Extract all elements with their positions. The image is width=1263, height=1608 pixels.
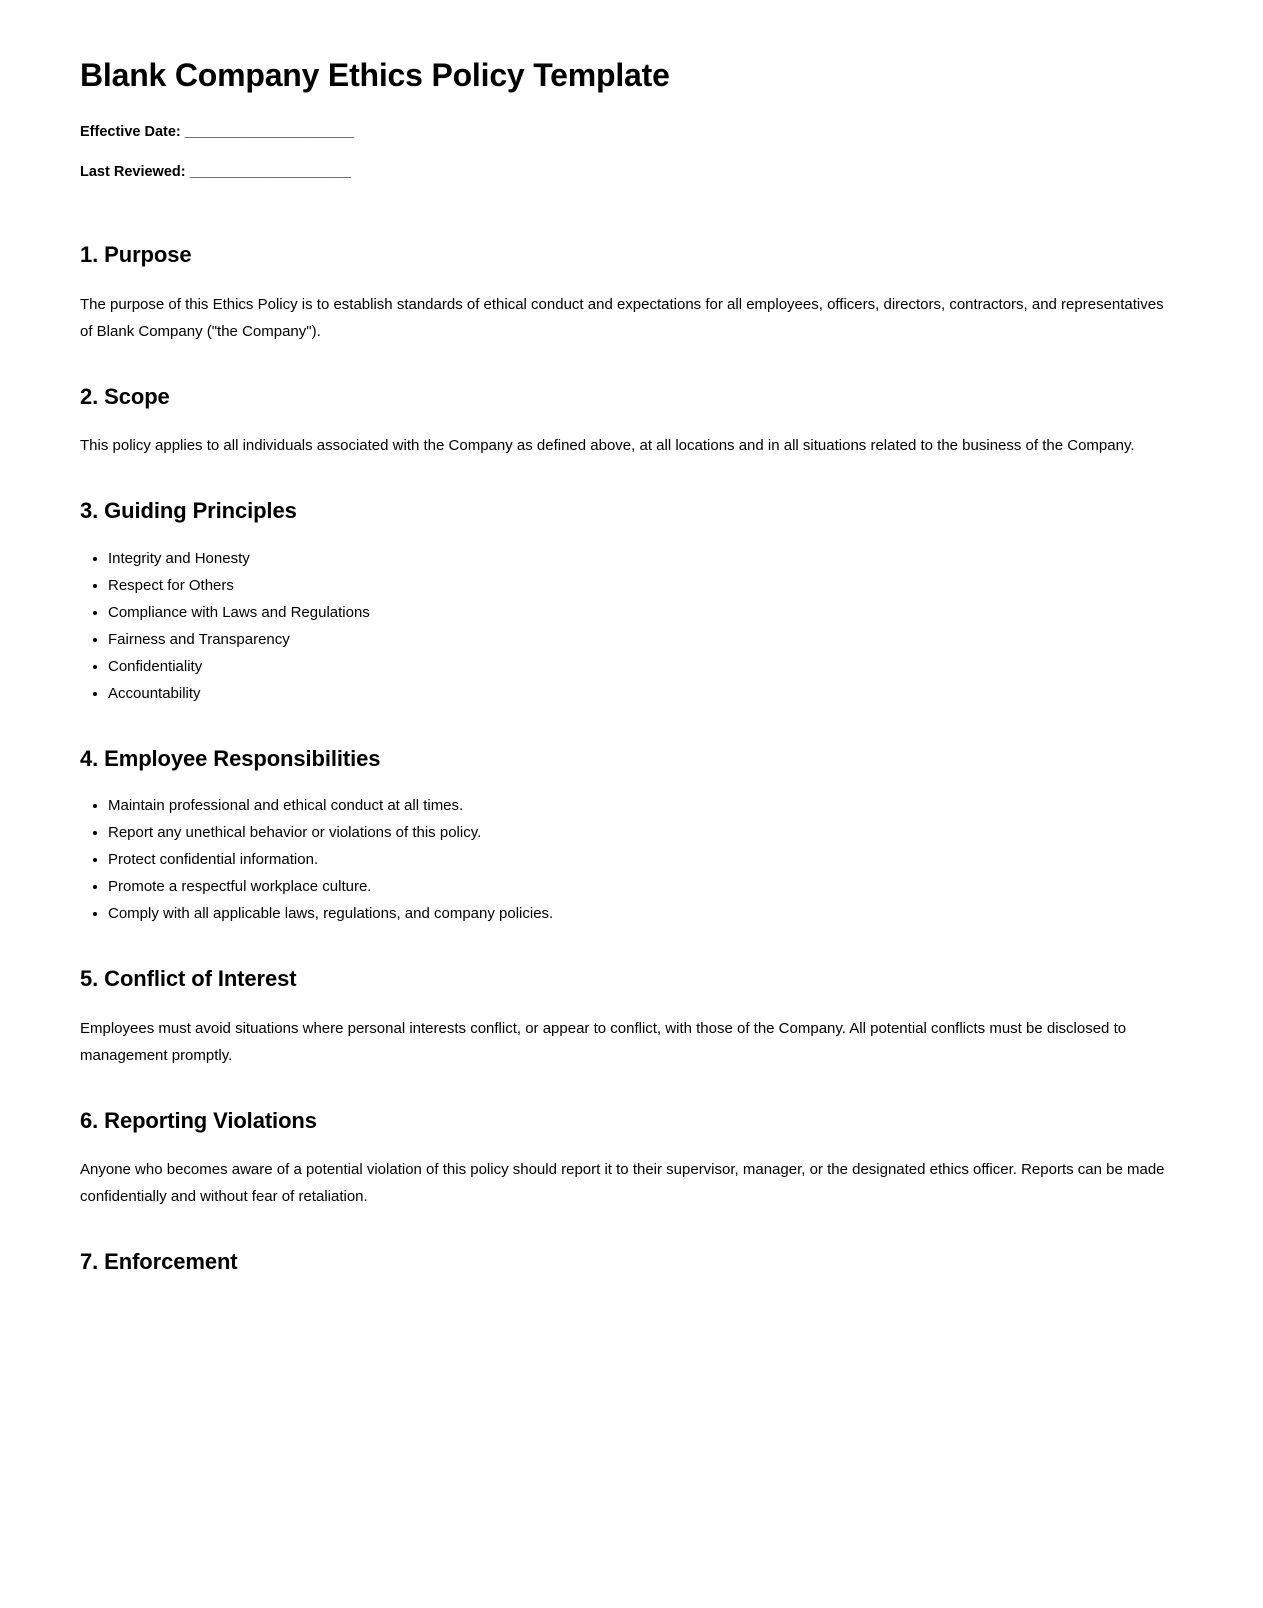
section-heading-purpose: 1. Purpose [80,242,192,268]
list-item: • Promote a respectful workplace culture. [108,873,1183,900]
list-item: • Respect for Others [108,572,1183,599]
section-enforcement [80,1210,1183,1276]
list-item: • Accountability [108,680,1183,707]
list-item: • Confidentiality [108,653,1183,680]
section-heading-guiding-principles: 3. Guiding Principles [80,498,297,524]
section-body-conflict-of-interest: Employees must avoid situations where personal interests conflict, or appear to conflict, with those of the Company. All potential conflicts must be disclosed to management promptly. [80,1019,1127,1064]
section-heading-reporting-violations: 6. Reporting Violations [80,1107,317,1133]
list-item: • Protect confidential information. [108,846,1183,873]
section-body-purpose: The purpose of this Ethics Policy is to establish standards of ethical conduct and expectations for all employees, officers, directors, contractors, and representatives of Blank Company ("the Company"). [80,295,1164,340]
employee-responsibilities-list [80,792,1183,927]
section-guiding-principles [80,459,1183,707]
list-item: • Comply with all applicable laws, regulations, and company policies. [108,900,1183,927]
section-body-reporting-violations: Anyone who becomes aware of a potential violation of this policy should report it to their supervisor, manager, or the designated ethics officer. Reports can be made confidentially and without fear of retaliation. [80,1161,1165,1206]
section-heading-enforcement: 7. Enforcement [80,1249,238,1275]
section-conflict-of-interest [80,927,1183,1069]
list-item: • Maintain professional and ethical conduct at all times. [108,792,1183,819]
section-scope [80,345,1183,460]
section-heading-scope: 2. Scope [80,383,170,409]
document-meta-block [80,124,1183,181]
guiding-principles-list [80,545,1183,707]
last-reviewed-field: Last Reviewed: ____________________ [80,163,351,180]
section-heading-employee-responsibilities: 4. Employee Responsibilities [80,745,381,771]
list-item: • Fairness and Transparency [108,626,1183,653]
section-purpose [80,203,1183,345]
effective-date-field: Effective Date: _____________________ [80,124,355,141]
section-employee-responsibilities [80,707,1183,928]
section-reporting-violations [80,1069,1183,1211]
section-heading-conflict-of-interest: 5. Conflict of Interest [80,966,297,992]
list-item: • Integrity and Honesty [108,545,1183,572]
page-title: Blank Company Ethics Policy Template [80,57,670,93]
list-item: • Report any unethical behavior or violations of this policy. [108,819,1183,846]
list-item: • Compliance with Laws and Regulations [108,599,1183,626]
section-body-scope: This policy applies to all individuals associated with the Company as defined above, at all locations and in all situations related to the business of the Company. [80,437,1135,455]
